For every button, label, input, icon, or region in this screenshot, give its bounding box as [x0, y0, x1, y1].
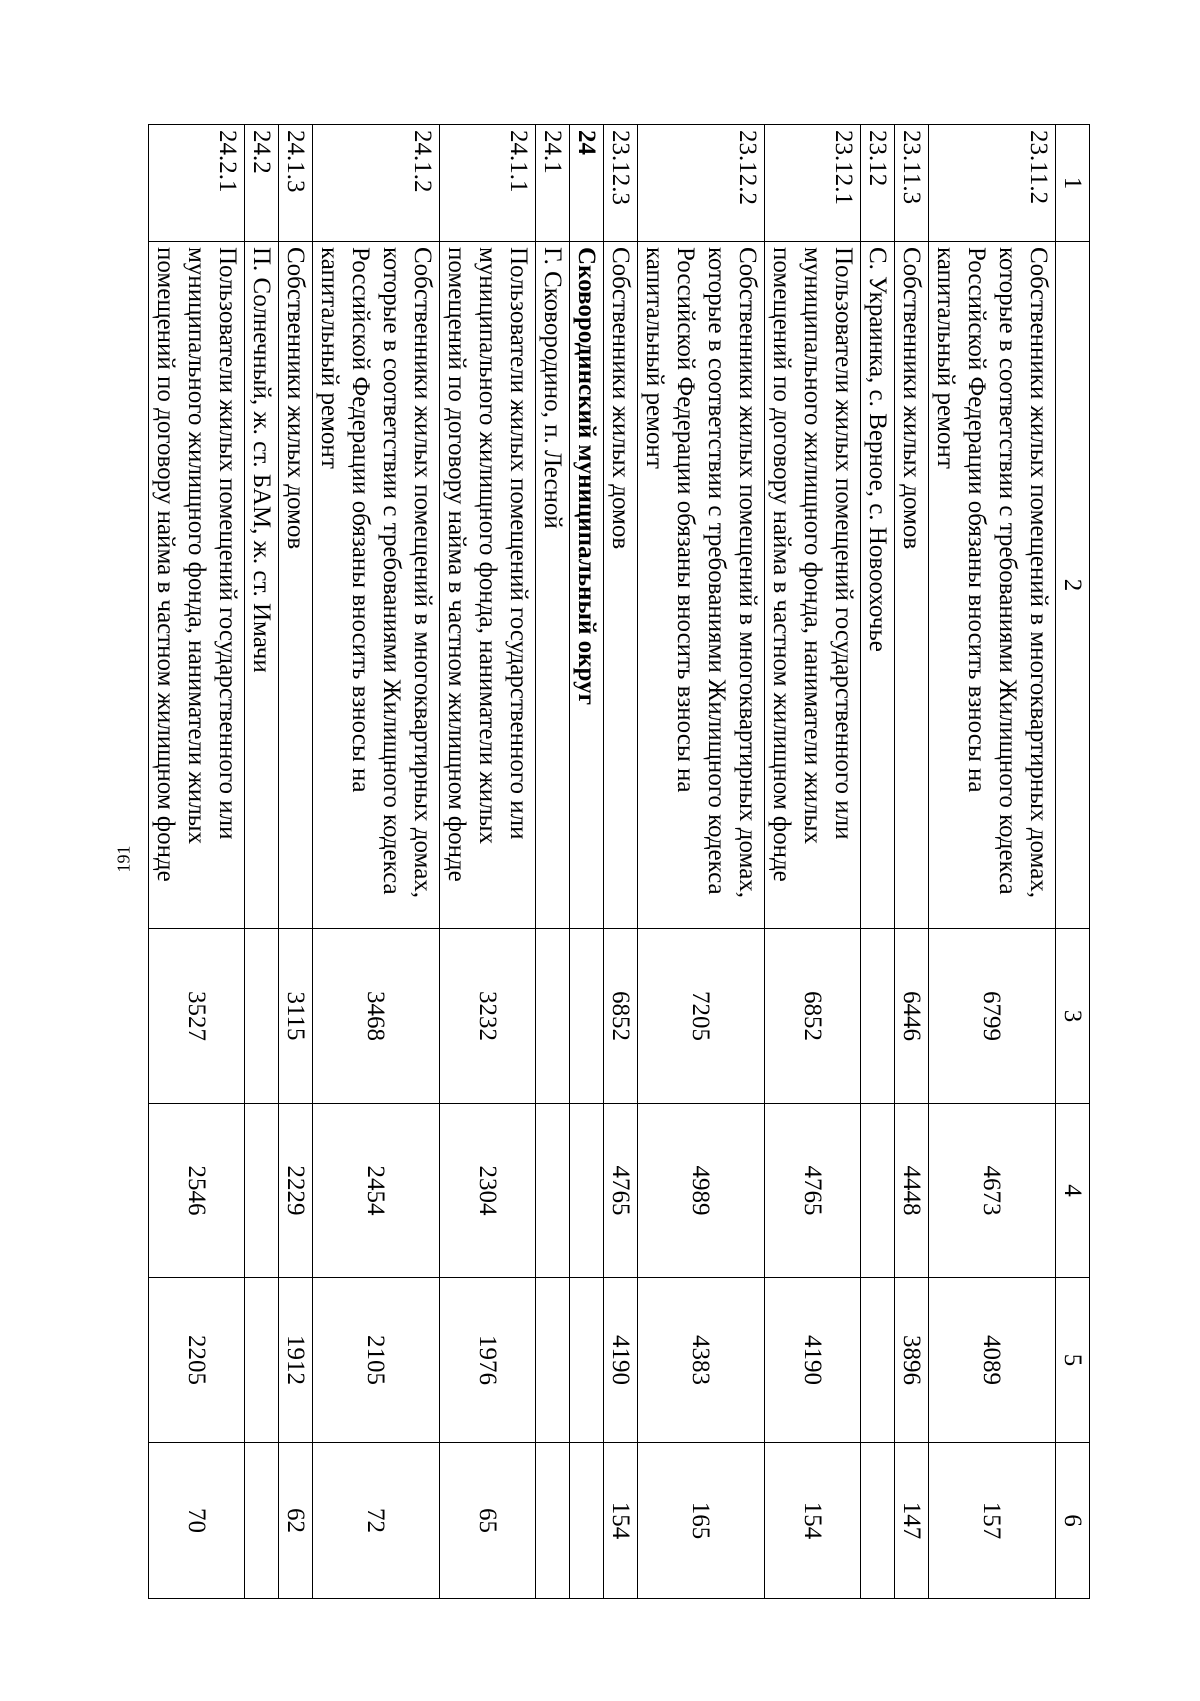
row-value-col5: 4089: [929, 1278, 1056, 1443]
row-code-cell: 24: [570, 125, 604, 242]
row-code-cell: 23.11.3: [895, 125, 929, 242]
header-row: [1056, 125, 1090, 1599]
table-row: [149, 125, 245, 1599]
row-value-col5: [570, 1278, 604, 1443]
row-description-cell: Собственники жилых домов: [895, 242, 929, 929]
row-value-col6: 70: [149, 1443, 245, 1599]
header-cell-4: 4: [1056, 1104, 1090, 1278]
row-value-col5: 4190: [604, 1278, 638, 1443]
row-value-col3: 3115: [279, 929, 313, 1104]
table-row: [861, 125, 895, 1599]
row-value-col3: 6852: [765, 929, 861, 1104]
row-value-col3: [536, 929, 570, 1104]
row-code-cell: 24.1: [536, 125, 570, 242]
row-value-col6: 165: [638, 1443, 765, 1599]
row-description-cell: Пользователи жилых помещений государственного или муниципального жилищного фонда, наниматели жилых помещений по договору найма в частном жилищном фонде: [765, 242, 861, 929]
row-value-col5: 1976: [440, 1278, 536, 1443]
row-value-col4: 4765: [604, 1104, 638, 1278]
row-value-col6: [861, 1443, 895, 1599]
row-description-cell: Г. Сковородино, п. Лесной: [536, 242, 570, 929]
row-description-cell: Собственники жилых помещений в многоквартирных домах, которые в соответствии с требованиями Жилищного кодекса Российской Федерации обязаны вносить взносы на капитальный ремонт: [929, 242, 1056, 929]
table-row: [279, 125, 313, 1599]
row-value-col6: [536, 1443, 570, 1599]
row-value-col4: [861, 1104, 895, 1278]
row-value-col5: [861, 1278, 895, 1443]
tariff-table: [148, 124, 1090, 1599]
row-value-col4: 4989: [638, 1104, 765, 1278]
row-value-col4: [245, 1104, 279, 1278]
header-cell-6: 6: [1056, 1443, 1090, 1599]
table-row: [929, 125, 1056, 1599]
row-value-col5: 4190: [765, 1278, 861, 1443]
row-value-col5: [245, 1278, 279, 1443]
header-cell-3: 3: [1056, 929, 1090, 1104]
row-description-cell: Сковородинский муниципальный округ: [570, 242, 604, 929]
row-value-col3: 3232: [440, 929, 536, 1104]
row-value-col6: 62: [279, 1443, 313, 1599]
row-value-col6: 72: [313, 1443, 440, 1599]
row-value-col3: [245, 929, 279, 1104]
row-description-cell: Собственники жилых помещений в многоквартирных домах, которые в соответствии с требованиями Жилищного кодекса Российской Федерации обязаны вносить взносы на капитальный ремонт: [638, 242, 765, 929]
header-cell-2: 2: [1056, 242, 1090, 929]
row-value-col5: 2205: [149, 1278, 245, 1443]
table-row: [313, 125, 440, 1599]
row-value-col3: 6446: [895, 929, 929, 1104]
row-value-col5: 3896: [895, 1278, 929, 1443]
row-code-cell: 23.12.2: [638, 125, 765, 242]
row-value-col3: 6799: [929, 929, 1056, 1104]
row-value-col6: 65: [440, 1443, 536, 1599]
row-value-col6: 154: [604, 1443, 638, 1599]
row-description-cell: Пользователи жилых помещений государственного или муниципального жилищного фонда, наниматели жилых помещений по договору найма в частном жилищном фонде: [149, 242, 245, 929]
row-value-col3: [861, 929, 895, 1104]
row-value-col6: [245, 1443, 279, 1599]
header-cell-5: 5: [1056, 1278, 1090, 1443]
row-code-cell: 23.12.1: [765, 125, 861, 242]
row-value-col5: 4383: [638, 1278, 765, 1443]
row-description-cell: Пользователи жилых помещений государственного или муниципального жилищного фонда, наниматели жилых помещений по договору найма в частном жилищном фонде: [440, 242, 536, 929]
rotated-table-wrapper: [152, 124, 1090, 1598]
row-value-col6: 157: [929, 1443, 1056, 1599]
row-value-col6: 147: [895, 1443, 929, 1599]
row-value-col3: 6852: [604, 929, 638, 1104]
row-value-col4: [536, 1104, 570, 1278]
table-row: [536, 125, 570, 1599]
row-description-cell: С. Украинка, с. Верное, с. Новоохочье: [861, 242, 895, 929]
row-value-col4: 2454: [313, 1104, 440, 1278]
row-description-cell: П. Солнечный, ж. ст. БАМ, ж. ст. Имачи: [245, 242, 279, 929]
row-value-col3: 3468: [313, 929, 440, 1104]
row-value-col3: [570, 929, 604, 1104]
row-code-cell: 24.2.1: [149, 125, 245, 242]
row-value-col4: 2304: [440, 1104, 536, 1278]
row-code-cell: 24.1.2: [313, 125, 440, 242]
row-value-col6: 154: [765, 1443, 861, 1599]
row-code-cell: 23.11.2: [929, 125, 1056, 242]
row-description-cell: Собственники жилых домов: [604, 242, 638, 929]
table-row: [765, 125, 861, 1599]
row-value-col4: 2229: [279, 1104, 313, 1278]
row-value-col4: 4448: [895, 1104, 929, 1278]
row-code-cell: 24.2: [245, 125, 279, 242]
table-body: [149, 125, 1090, 1599]
row-value-col4: 4673: [929, 1104, 1056, 1278]
row-code-cell: 23.12.3: [604, 125, 638, 242]
table-row: [245, 125, 279, 1599]
row-description-cell: Собственники жилых помещений в многоквартирных домах, которые в соответствии с требованиями Жилищного кодекса Российской Федерации обязаны вносить взносы на капитальный ремонт: [313, 242, 440, 929]
row-value-col3: 3527: [149, 929, 245, 1104]
row-value-col6: [570, 1443, 604, 1599]
table-row: [440, 125, 536, 1599]
row-description-cell: Собственники жилых домов: [279, 242, 313, 929]
table-row: [638, 125, 765, 1599]
row-code-cell: 23.12: [861, 125, 895, 242]
row-value-col5: [536, 1278, 570, 1443]
row-value-col4: 4765: [765, 1104, 861, 1278]
row-value-col4: 2546: [149, 1104, 245, 1278]
page-number: 191: [113, 845, 134, 873]
table-row: [895, 125, 929, 1599]
table-row: [604, 125, 638, 1599]
header-cell-1: 1: [1056, 125, 1090, 242]
row-code-cell: 24.1.1: [440, 125, 536, 242]
row-value-col4: [570, 1104, 604, 1278]
row-value-col5: 2105: [313, 1278, 440, 1443]
row-value-col5: 1912: [279, 1278, 313, 1443]
table-row: [570, 125, 604, 1599]
row-code-cell: 24.1.3: [279, 125, 313, 242]
row-value-col3: 7205: [638, 929, 765, 1104]
